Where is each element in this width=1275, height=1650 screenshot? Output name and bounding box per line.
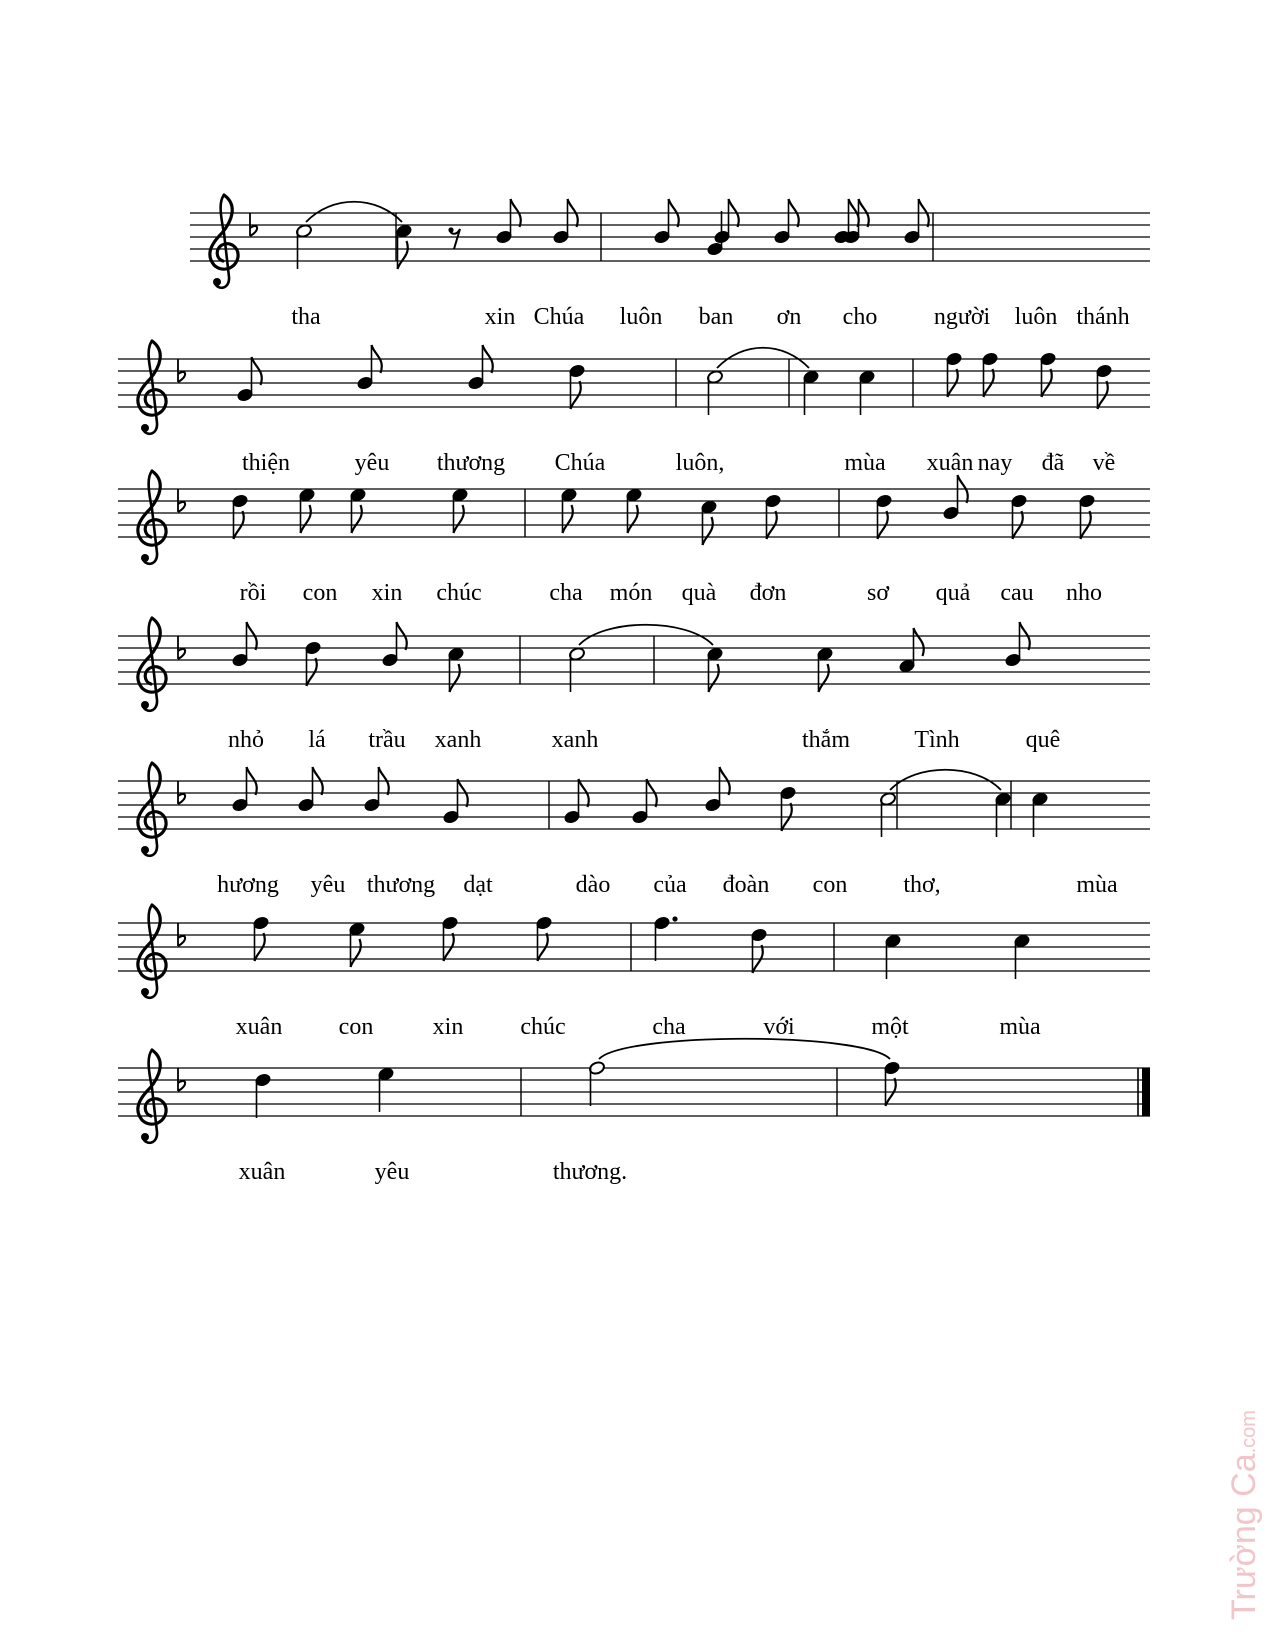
tie bbox=[599, 1039, 890, 1059]
lyric-syllable: nay bbox=[977, 450, 1013, 476]
lyric-syllable: dạt bbox=[463, 872, 493, 898]
lyric-syllable: quà bbox=[681, 580, 717, 606]
treble-clef-stem bbox=[143, 341, 157, 434]
treble-clef-stem bbox=[143, 1050, 157, 1143]
tie bbox=[306, 202, 402, 222]
note bbox=[706, 211, 723, 257]
lyric-syllable: nho bbox=[1066, 580, 1102, 606]
lyric-syllable: cho bbox=[842, 304, 878, 330]
note bbox=[231, 622, 256, 668]
lyric-syllable: thương. bbox=[552, 1159, 628, 1185]
note-flag bbox=[563, 505, 573, 533]
note bbox=[568, 646, 585, 692]
lyric-syllable: xuân bbox=[926, 450, 974, 476]
treble-clef-dot bbox=[141, 424, 149, 432]
treble-clef-dot bbox=[141, 701, 149, 709]
watermark-text: Trường Ca bbox=[1225, 1453, 1263, 1620]
augmentation-dot bbox=[672, 916, 677, 921]
note bbox=[252, 915, 269, 961]
lyric-syllable: xin bbox=[432, 1014, 464, 1040]
lyric-syllable: thương bbox=[436, 450, 506, 476]
staff-system bbox=[190, 195, 1150, 330]
lyric-syllable: xin bbox=[484, 304, 516, 330]
flat-bowl bbox=[178, 649, 185, 659]
lyric-syllable: cha bbox=[652, 1014, 686, 1040]
rest-dot bbox=[448, 227, 453, 232]
note bbox=[448, 227, 460, 249]
note bbox=[802, 369, 819, 415]
note bbox=[1078, 493, 1095, 539]
note bbox=[706, 646, 723, 692]
lyric-syllable: đã bbox=[1041, 450, 1065, 476]
lyric-syllable: người bbox=[933, 304, 991, 330]
lyric-syllable: với bbox=[763, 1014, 795, 1040]
note bbox=[495, 199, 520, 245]
note bbox=[442, 779, 467, 825]
note bbox=[713, 199, 738, 245]
tie bbox=[890, 770, 1001, 790]
tie bbox=[579, 625, 713, 645]
lyric-syllable: cau bbox=[1000, 580, 1034, 606]
note bbox=[945, 351, 962, 397]
staff-system bbox=[118, 1039, 1150, 1185]
note bbox=[631, 779, 656, 825]
lyric-syllable: thánh bbox=[1076, 304, 1130, 330]
note bbox=[381, 622, 406, 668]
note bbox=[231, 493, 248, 539]
watermark-suffix: .com bbox=[1238, 1410, 1260, 1454]
lyric-syllable: Chúa bbox=[533, 304, 585, 330]
lyric-syllable: trầu bbox=[368, 727, 406, 753]
note bbox=[879, 791, 896, 837]
lyric-syllable: con bbox=[812, 872, 848, 898]
lyric-syllable: xuân bbox=[238, 1159, 286, 1185]
note bbox=[1004, 622, 1029, 668]
treble-clef-stem bbox=[143, 471, 157, 564]
note bbox=[1031, 791, 1048, 837]
lyric-syllable: thiện bbox=[242, 450, 290, 476]
lyric-syllable: chúc bbox=[436, 580, 482, 606]
lyric-syllable: lá bbox=[308, 727, 326, 753]
note bbox=[764, 493, 781, 539]
lyric-syllable: hương bbox=[217, 872, 279, 898]
lyric-syllable: mùa bbox=[1076, 872, 1118, 898]
note bbox=[447, 646, 464, 692]
lyric-syllable: xuân bbox=[235, 1014, 283, 1040]
note bbox=[1010, 493, 1027, 539]
lyric-syllable: xanh bbox=[434, 727, 482, 753]
staff-system bbox=[118, 618, 1150, 753]
lyric-syllable: tha bbox=[291, 304, 321, 330]
note bbox=[356, 345, 381, 391]
treble-clef-stem bbox=[215, 195, 229, 288]
tie bbox=[717, 348, 809, 368]
note bbox=[451, 487, 468, 533]
flat-bowl bbox=[178, 794, 185, 804]
note bbox=[700, 499, 717, 545]
treble-clef-dot bbox=[141, 1133, 149, 1141]
note bbox=[773, 199, 798, 245]
note bbox=[884, 933, 901, 979]
note bbox=[588, 1060, 605, 1106]
lyric-syllable: luôn, bbox=[675, 450, 725, 476]
lyric-syllable: con bbox=[338, 1014, 374, 1040]
note bbox=[535, 915, 552, 961]
lyric-syllable: nhỏ bbox=[228, 727, 264, 753]
note bbox=[349, 487, 366, 533]
note bbox=[395, 223, 412, 269]
watermark bbox=[1225, 1410, 1264, 1620]
flat-bowl bbox=[178, 372, 185, 382]
note bbox=[903, 199, 928, 245]
note-flag bbox=[709, 664, 719, 692]
flat-bowl bbox=[178, 936, 185, 946]
note bbox=[625, 487, 642, 533]
note bbox=[883, 1060, 900, 1106]
lyric-syllable: Tình bbox=[914, 727, 960, 753]
note bbox=[560, 487, 577, 533]
note bbox=[295, 223, 312, 269]
note bbox=[348, 921, 365, 967]
note bbox=[1039, 351, 1056, 397]
flat-bowl bbox=[250, 226, 257, 236]
note-flag bbox=[454, 505, 464, 533]
note bbox=[297, 767, 322, 813]
note bbox=[779, 785, 796, 831]
note bbox=[843, 199, 868, 245]
lyric-syllable: ban bbox=[698, 304, 734, 330]
note-flag bbox=[628, 505, 638, 533]
lyric-syllable: mùa bbox=[844, 450, 886, 476]
lyric-syllable: sơ bbox=[866, 580, 890, 606]
note bbox=[441, 915, 458, 961]
lyric-syllable: chúc bbox=[520, 1014, 566, 1040]
note-flag bbox=[398, 241, 408, 269]
lyric-syllable: thương bbox=[366, 872, 436, 898]
note bbox=[981, 351, 998, 397]
note bbox=[467, 345, 492, 391]
lyric-syllable: rồi bbox=[239, 580, 267, 606]
note-flag bbox=[450, 664, 460, 692]
note bbox=[816, 646, 833, 692]
note bbox=[254, 1072, 271, 1118]
note bbox=[653, 915, 677, 961]
staff-system bbox=[118, 341, 1150, 476]
lyric-syllable: thắm bbox=[802, 727, 850, 753]
treble-clef-dot bbox=[141, 988, 149, 996]
note-flag bbox=[301, 505, 311, 533]
note bbox=[363, 767, 388, 813]
lyric-syllable: con bbox=[302, 580, 338, 606]
lyric-syllable: đoàn bbox=[722, 872, 770, 898]
lyric-syllable: yêu bbox=[310, 872, 346, 898]
flat-bowl bbox=[178, 502, 185, 512]
lyric-syllable: xanh bbox=[551, 727, 599, 753]
note bbox=[552, 199, 577, 245]
note bbox=[377, 1066, 394, 1112]
note bbox=[875, 493, 892, 539]
note bbox=[231, 767, 256, 813]
staff-system bbox=[118, 471, 1150, 606]
note bbox=[653, 199, 678, 245]
note bbox=[706, 369, 723, 415]
lyric-syllable: yêu bbox=[354, 450, 390, 476]
lyric-syllable: luôn bbox=[1014, 304, 1058, 330]
note bbox=[304, 640, 321, 686]
flat-bowl bbox=[178, 1081, 185, 1091]
lyric-syllable: xin bbox=[371, 580, 403, 606]
note bbox=[563, 779, 588, 825]
treble-clef-dot bbox=[141, 554, 149, 562]
lyric-syllable: cha bbox=[549, 580, 583, 606]
note-flag bbox=[352, 505, 362, 533]
note-flag bbox=[914, 628, 924, 656]
note bbox=[898, 628, 923, 674]
note bbox=[994, 791, 1011, 837]
lyric-syllable: đơn bbox=[749, 580, 787, 606]
note bbox=[1095, 363, 1112, 409]
treble-clef-stem bbox=[143, 618, 157, 711]
staff-system bbox=[118, 905, 1150, 1040]
treble-clef-stem bbox=[143, 905, 157, 998]
note bbox=[236, 357, 261, 403]
note bbox=[858, 369, 875, 415]
note-flag bbox=[703, 517, 713, 545]
note-flag bbox=[351, 939, 361, 967]
note bbox=[750, 927, 767, 973]
lyric-syllable: ơn bbox=[776, 304, 802, 330]
lyric-syllable: Chúa bbox=[554, 450, 606, 476]
lyric-syllable: quả bbox=[935, 580, 971, 606]
note bbox=[568, 363, 585, 409]
lyric-syllable: yêu bbox=[374, 1159, 410, 1185]
note bbox=[1013, 933, 1030, 979]
final-barline-thick bbox=[1142, 1068, 1150, 1116]
note bbox=[298, 487, 315, 533]
lyric-syllable: một bbox=[871, 1014, 909, 1040]
lyric-syllable: món bbox=[609, 580, 653, 606]
note-flag bbox=[819, 664, 829, 692]
treble-clef-dot bbox=[213, 278, 221, 286]
note bbox=[704, 767, 729, 813]
lyric-syllable: của bbox=[653, 872, 687, 898]
note bbox=[942, 475, 967, 521]
lyric-syllable: về bbox=[1092, 450, 1116, 476]
lyric-syllable: luôn bbox=[619, 304, 663, 330]
lyric-syllable: quê bbox=[1025, 727, 1061, 753]
staff-system bbox=[118, 763, 1150, 898]
lyric-syllable: thơ, bbox=[903, 872, 941, 898]
treble-clef-dot bbox=[141, 846, 149, 854]
treble-clef-stem bbox=[143, 763, 157, 856]
lyric-syllable: mùa bbox=[999, 1014, 1041, 1040]
lyric-syllable: dào bbox=[575, 872, 611, 898]
